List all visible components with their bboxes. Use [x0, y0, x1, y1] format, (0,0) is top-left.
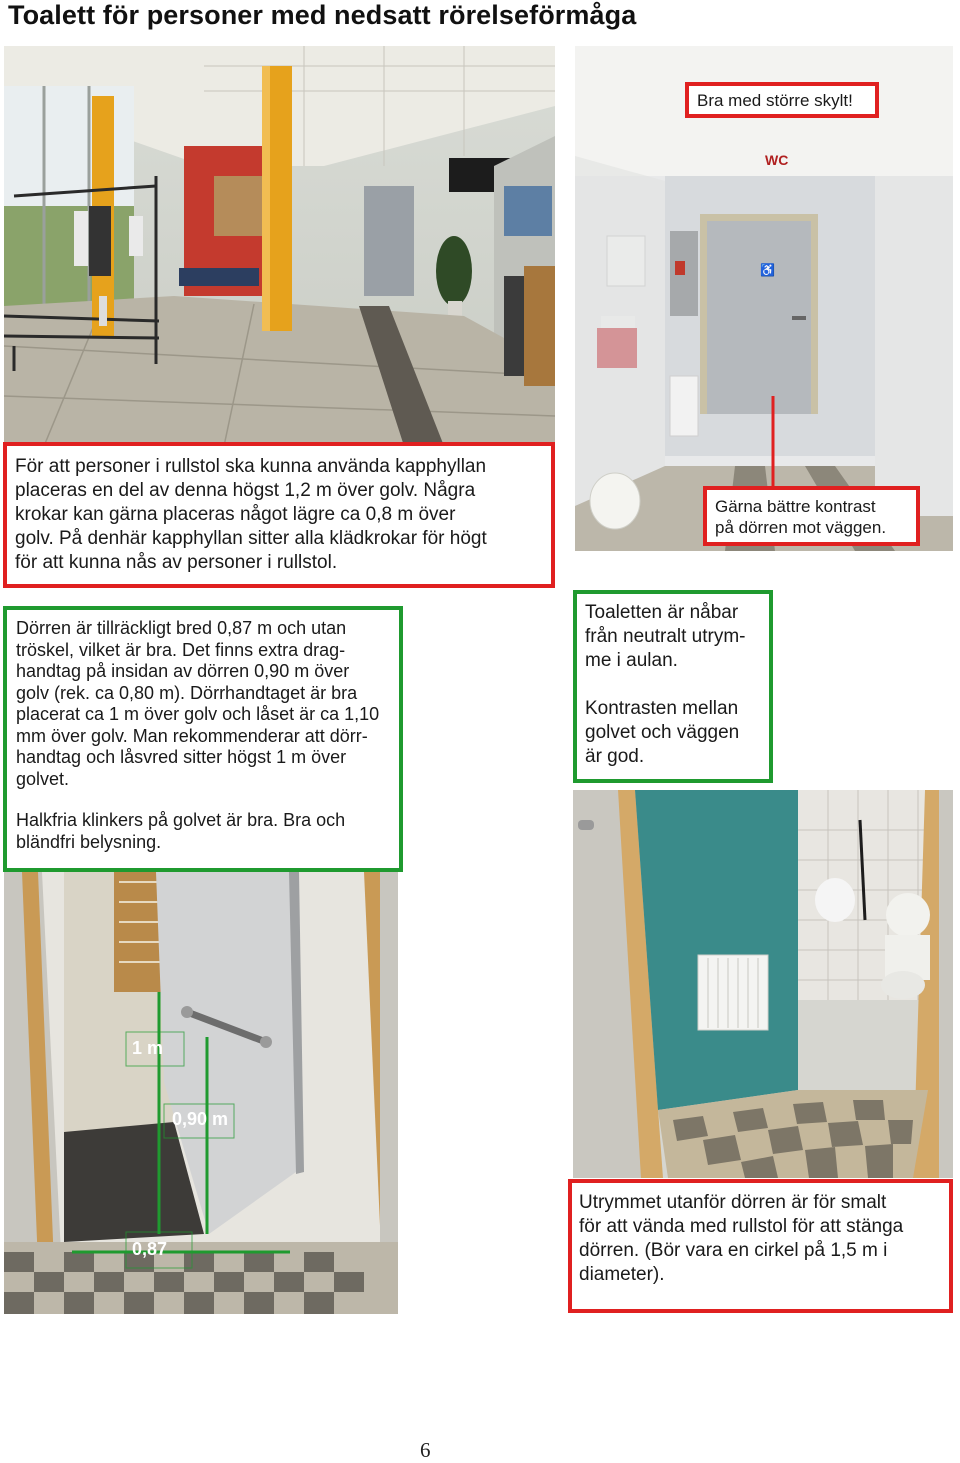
- label-1m: 1 m: [132, 1038, 164, 1058]
- label-090: 0,90 m: [172, 1109, 229, 1129]
- note-turning-space: [568, 1179, 953, 1313]
- label-087: 0,87: [132, 1239, 168, 1259]
- note-coat-rack: [3, 442, 555, 588]
- photo-door-measurements: [4, 872, 398, 1314]
- note-toilet-paragraph-2: Kontrasten mellan golvet och väggen är god.: [585, 698, 740, 767]
- note-toilet-paragraph-1: Toaletten är nåbar från neutralt utrym- me i aulan.: [585, 602, 746, 671]
- wc-door-sign-icon: ♿: [760, 263, 775, 277]
- page-number: 6: [420, 1438, 431, 1462]
- note-door-contrast-text: Gärna bättre kontrast på dörren mot väggen.: [715, 497, 887, 537]
- photo-toilet-room: [573, 790, 953, 1178]
- note-door-description: [3, 606, 403, 872]
- note-door-paragraph-1: Dörren är tillräckligt bred 0,87 m och utan tröskel, vilket är bra. Det finns extra drag- handtag på insidan av dörren 0,90 m över golv (rek. ca 0,80 m). Dörrhandtaget är bra placerat ca 1 m över golv och låset är ca 1,10 mm över golv. Man rekommenderar att dörr- handtag och låsvred sitter högst 1 m över golvet.: [16, 618, 380, 789]
- photo-wc-door: [575, 46, 953, 551]
- note-toilet-access: [573, 590, 773, 783]
- note-bigger-sign: [685, 82, 879, 118]
- note-bigger-sign-text: Bra med större skylt!: [697, 91, 853, 110]
- note-door-paragraph-2: Halkfria klinkers på golvet är bra. Bra och bländfri belysning.: [16, 810, 346, 852]
- wc-sign: WC: [765, 152, 789, 168]
- note-turning-space-text: Utrymmet utanför dörren är för smalt för att vända med rullstol för att stänga dörren. (Bör vara en cirkel på 1,5 m i diameter).: [579, 1192, 904, 1285]
- note-door-contrast: [703, 486, 920, 546]
- note-coat-rack-text: För att personer i rullstol ska kunna använda kapphyllan placeras en del av denna högst 1,2 m över golv. Några krokar kan gärna placeras något lägre ca 0,8 m över golv. På denhär kapphyllan sitter alla klädkrokar för högt för att kunna nås av personer i rullstol.: [15, 456, 487, 573]
- page-title: Toalett för personer med nedsatt rörelseförmåga: [8, 0, 637, 30]
- photo-foyer: [4, 46, 555, 446]
